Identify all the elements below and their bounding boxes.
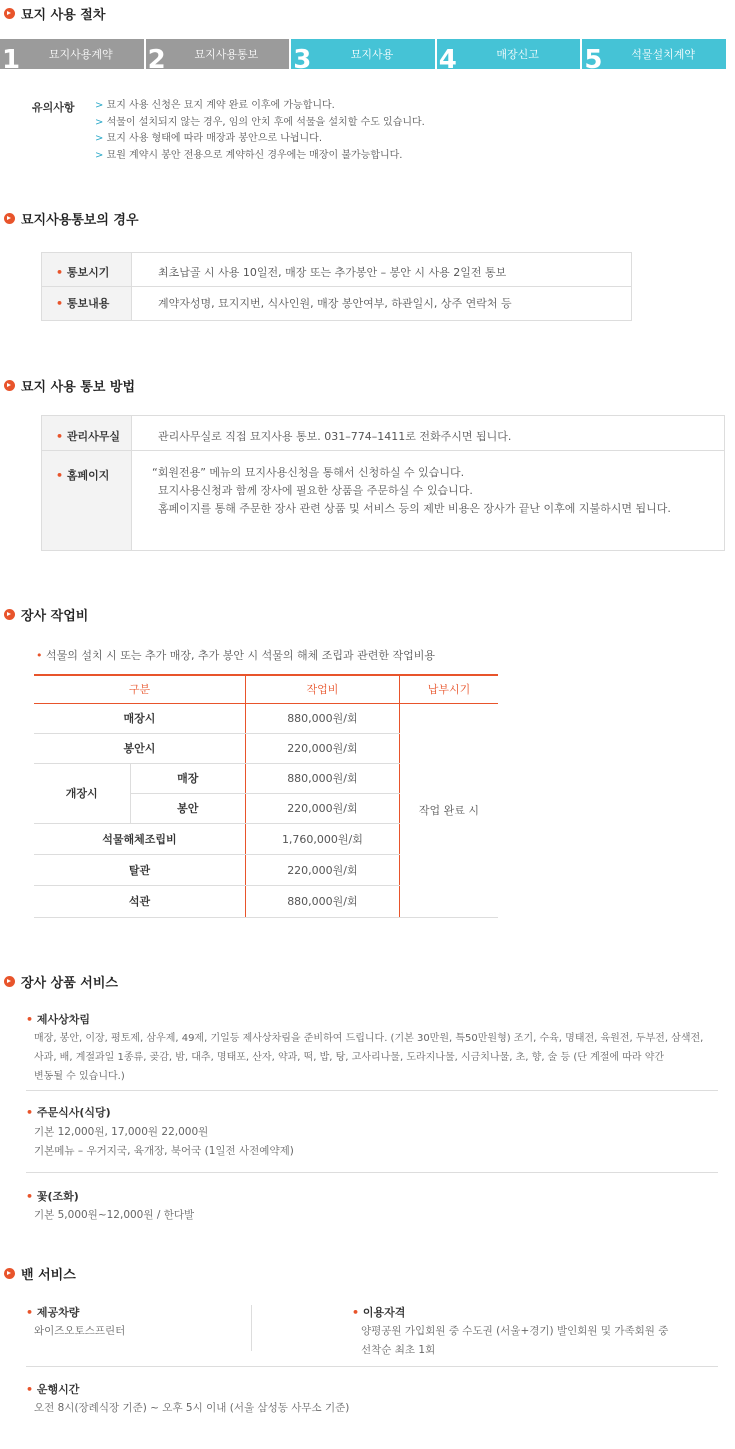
pay-time: 작업 완료 시 <box>399 703 498 917</box>
meal-title: • 주문식사(식당) <box>26 1104 111 1120</box>
notice-list <box>95 98 425 164</box>
web-line: 홈페이지를 통해 주문한 장사 관련 상품 및 서비스 등의 제반 비용은 장사가 끝난 이후에 지불하시면 됩니다. <box>158 502 671 515</box>
cost-label: 매장시 <box>34 703 245 733</box>
chevron-right-icon <box>4 213 15 224</box>
col-header: 납부시기 <box>399 675 498 703</box>
cost-intro: • 석물의 설치 시 또는 추가 매장, 추가 봉안 시 석물의 해체 조립과 관련한 작업비용 <box>36 647 435 663</box>
step-label: 매장신고 <box>496 48 539 61</box>
cost-label: 석관 <box>34 885 245 917</box>
step-number: 1 <box>2 45 21 75</box>
section-title-text: 장사 작업비 <box>21 609 89 624</box>
section-title-work-cost <box>4 605 88 624</box>
cost-group-label: 개장시 <box>34 763 130 823</box>
offering-title: • 제사상차림 <box>26 1011 90 1027</box>
row-value: 최초납골 시 사용 10일전, 매장 또는 추가봉안 – 봉안 시 사용 2일전 통보 <box>132 253 632 287</box>
flower-text: 기본 5,000원~12,000원 / 한다발 <box>34 1209 195 1221</box>
section-title-notice-method <box>4 376 135 395</box>
notice-item: > 묘원 계약시 봉안 전용으로 계약하신 경우에는 매장이 불가능합니다. <box>95 148 425 165</box>
notice-item: > 석물이 설치되지 않는 경우, 임의 안치 후에 석물을 설치할 수도 있습니다. <box>95 115 425 132</box>
eligibility-text <box>361 1322 668 1360</box>
row-value: 관리사무실로 직접 묘지사용 통보. 031–774–1411로 전화주시면 됩니다. <box>132 416 725 451</box>
step-1 <box>0 39 146 75</box>
cost-price: 220,000원/회 <box>245 733 399 763</box>
step-3 <box>291 39 437 75</box>
notice-item: > 묘지 사용 형태에 따라 매장과 봉안으로 나뉩니다. <box>95 131 425 148</box>
meal-line: 기본 12,000원, 17,000원 22,000원 <box>34 1126 209 1138</box>
step-label: 묘지사용 <box>350 48 394 61</box>
step-label: 석물설치계약 <box>631 48 696 61</box>
web-line: 묘지사용신청과 함께 장사에 필요한 상품을 주문하실 수 있습니다. <box>158 484 473 497</box>
section-title-text: 묘지 사용 절차 <box>21 8 106 23</box>
cost-table <box>34 674 498 918</box>
row-key: • 통보내용 <box>42 287 132 321</box>
row-key: • 관리사무실 <box>42 416 132 451</box>
row-value <box>132 451 725 551</box>
eligibility-line: 선착순 최초 1회 <box>361 1344 436 1356</box>
notice-item: > 묘지 사용 신청은 묘지 계약 완료 이후에 가능합니다. <box>95 98 425 115</box>
section-title-notice-case <box>4 209 139 228</box>
vehicle-title: • 제공차량 <box>26 1304 79 1320</box>
cost-price: 220,000원/회 <box>245 793 399 823</box>
flower-title: • 꽃(조화) <box>26 1188 79 1204</box>
vertical-divider <box>251 1305 252 1351</box>
table-row <box>34 703 498 733</box>
divider <box>26 1172 718 1173</box>
eligibility-title: • 이용자격 <box>352 1304 405 1320</box>
step-4 <box>437 39 583 75</box>
chevron-right-icon <box>4 976 15 987</box>
section-title-text: 묘지 사용 통보 방법 <box>21 380 136 395</box>
notice-label: 유의사항 <box>32 101 75 114</box>
meal-text <box>34 1123 294 1161</box>
chevron-right-icon <box>4 8 15 19</box>
web-line: “회원전용” 메뉴의 묘지사용신청을 통해서 신청하실 수 있습니다. <box>152 466 465 479</box>
offering-line: 사과, 배, 계절과일 1종류, 곶감, 밤, 대추, 명태포, 산자, 약과, 떡, 밥, 탕, 고사리나물, 도라지나물, 시금치나물, 초, 향, 술 등 (단 계절에 따라 약간 <box>34 1052 665 1063</box>
section-title-text: 밴 서비스 <box>21 1268 76 1283</box>
row-key: • 홈페이지 <box>42 451 132 551</box>
divider <box>26 1090 718 1091</box>
cost-price: 880,000원/회 <box>245 763 399 793</box>
step-label: 묘지사용계약 <box>48 48 113 61</box>
cost-label: 봉안시 <box>34 733 245 763</box>
procedure-steps <box>0 39 726 75</box>
meal-line: 기본메뉴 – 우거지국, 육개장, 북어국 (1일전 사전예약제) <box>34 1145 294 1157</box>
row-value: 계약자성명, 묘지지번, 식사인원, 매장 봉안여부, 하관일시, 상주 연락처 등 <box>132 287 632 321</box>
section-title-procedure <box>4 4 105 23</box>
table-header-row <box>34 675 498 703</box>
step-label: 묘지사용통보 <box>194 48 259 61</box>
vehicle-value: 와이즈오토스프린터 <box>34 1325 126 1337</box>
col-header: 구분 <box>34 675 245 703</box>
chevron-right-icon <box>4 380 15 391</box>
chevron-right-icon <box>4 609 15 620</box>
cost-price: 880,000원/회 <box>245 885 399 917</box>
table-row <box>42 287 632 321</box>
row-key: • 통보시기 <box>42 253 132 287</box>
table-row <box>42 451 725 551</box>
table-row <box>42 416 725 451</box>
hours-title: • 운행시간 <box>26 1381 79 1397</box>
cost-price: 220,000원/회 <box>245 854 399 885</box>
col-header: 작업비 <box>245 675 399 703</box>
cost-price: 880,000원/회 <box>245 703 399 733</box>
cost-label: 탈관 <box>34 854 245 885</box>
table-row <box>42 253 632 287</box>
step-2 <box>146 39 292 75</box>
cost-price: 1,760,000원/회 <box>245 823 399 854</box>
notice-case-table <box>41 252 632 321</box>
offering-line: 변동될 수 있습니다.) <box>34 1071 125 1082</box>
chevron-right-icon <box>4 1268 15 1279</box>
section-title-van <box>4 1264 76 1283</box>
cost-label: 석물해체조립비 <box>34 823 245 854</box>
offering-text <box>34 1029 734 1086</box>
step-5 <box>582 39 726 75</box>
eligibility-line: 양평공원 가입회원 중 수도권 (서울+경기) 발인회원 및 가족회원 중 <box>361 1325 669 1337</box>
divider <box>26 1366 718 1367</box>
step-number: 3 <box>293 45 312 75</box>
offering-line: 매장, 봉안, 이장, 평토제, 삼우제, 49제, 기일등 제사상차림을 준비하여 드립니다. (기본 30만원, 특50만원형) 조기, 수육, 명태전, 육원전, 두부전, 삼색전, <box>34 1033 704 1044</box>
step-number: 4 <box>438 45 457 75</box>
hours-value: 오전 8시(장례식장 기준) ~ 오후 5시 이내 (서울 삼성동 사무소 기준) <box>34 1402 350 1414</box>
notice-method-table <box>41 415 725 551</box>
cost-sub-label: 매장 <box>130 763 245 793</box>
section-title-funeral-goods <box>4 972 118 991</box>
section-title-text: 장사 상품 서비스 <box>21 976 118 991</box>
step-number: 2 <box>147 45 166 75</box>
section-title-text: 묘지사용통보의 경우 <box>21 213 139 228</box>
step-number: 5 <box>584 45 603 75</box>
cost-sub-label: 봉안 <box>130 793 245 823</box>
